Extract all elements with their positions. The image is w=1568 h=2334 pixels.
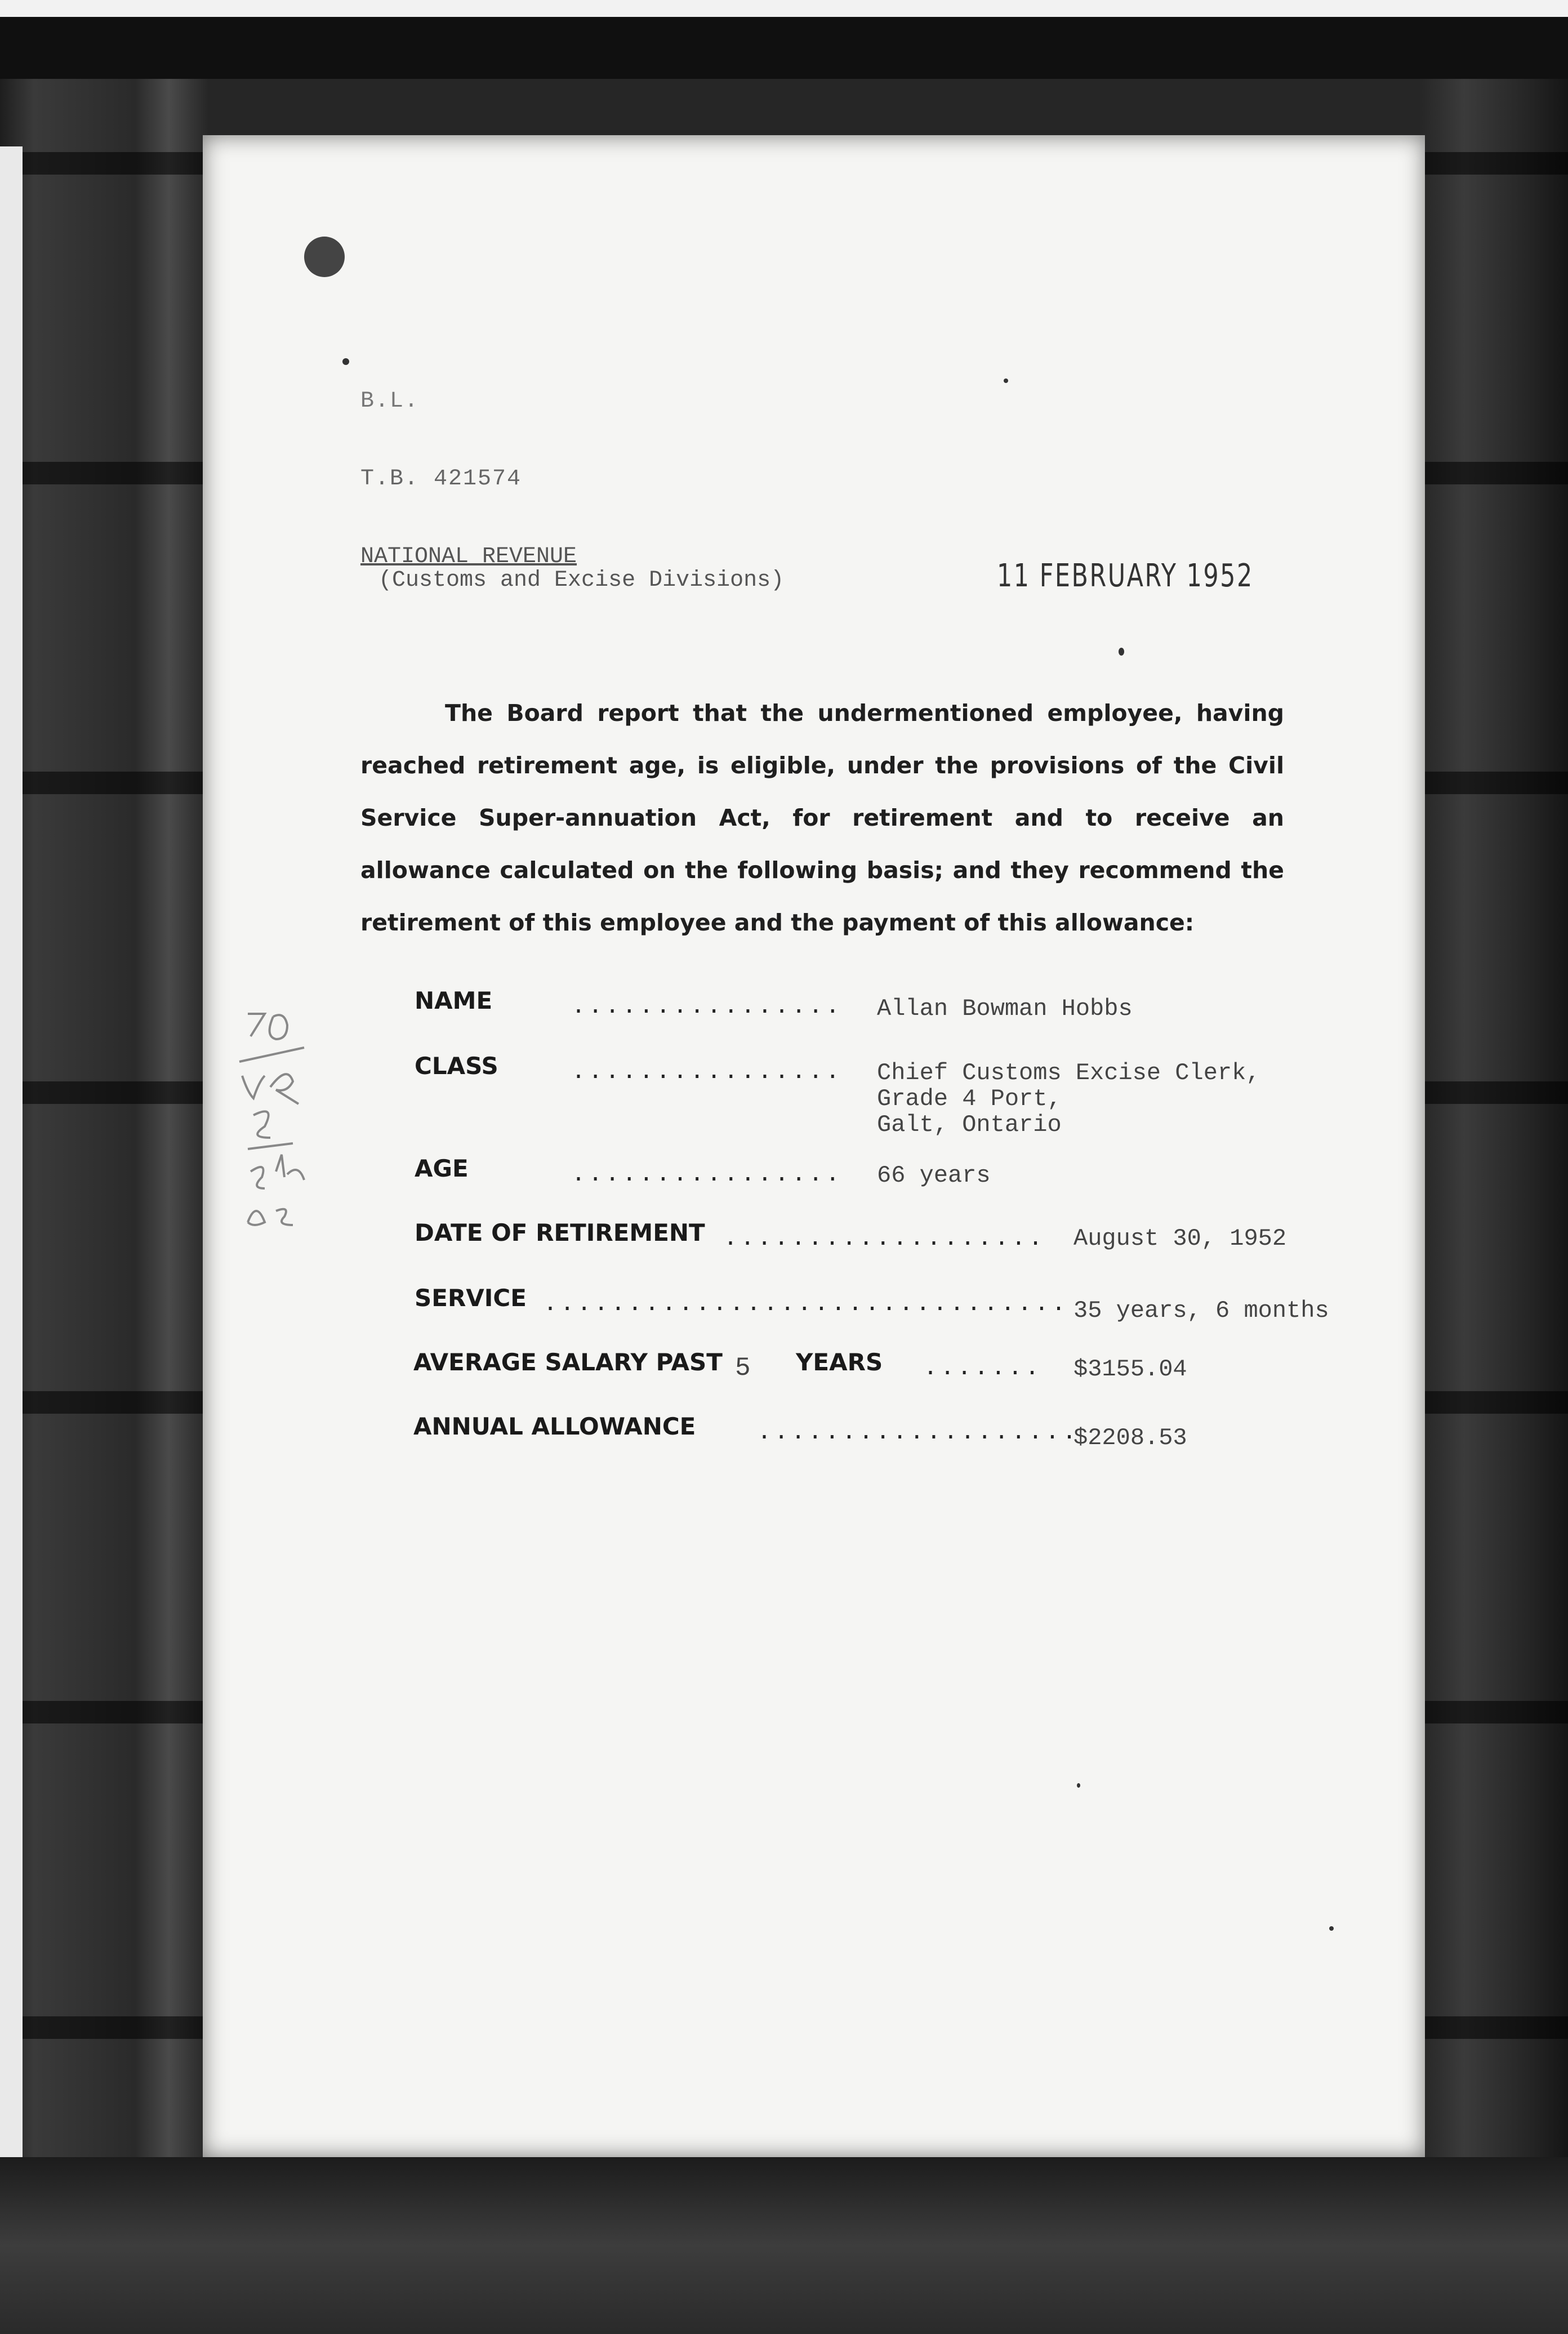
dot-leader: ................ xyxy=(572,1160,843,1186)
annual-allowance-value: $2208.53 xyxy=(1073,1424,1187,1451)
department-subtitle: (Customs and Excise Divisions) xyxy=(378,568,785,593)
dot-leader: ................... xyxy=(758,1418,1080,1444)
dot-leader: ................... xyxy=(724,1224,1046,1250)
department-title: NATIONAL REVENUE xyxy=(360,544,577,569)
reference-tb: T.B. 421574 xyxy=(360,466,522,492)
service-value: 35 years, 6 months xyxy=(1073,1297,1329,1324)
speck xyxy=(1329,1926,1334,1931)
handwritten-margin-notes xyxy=(225,1003,338,1273)
age-value: 66 years xyxy=(877,1162,991,1189)
speck xyxy=(1119,648,1124,656)
salary-years-value: 5 xyxy=(735,1353,751,1383)
retirement-date-value: August 30, 1952 xyxy=(1073,1225,1287,1252)
service-label: SERVICE xyxy=(415,1284,527,1312)
average-salary-label: AVERAGE SALARY PAST xyxy=(413,1348,723,1376)
adjacent-page-edge xyxy=(0,146,23,2174)
speck xyxy=(342,358,349,365)
age-label: AGE xyxy=(415,1155,469,1182)
name-value: Allan Bowman Hobbs xyxy=(877,995,1133,1022)
dot-leader: ....... xyxy=(924,1354,1043,1380)
document-date: 11 FEBRUARY 1952 xyxy=(997,558,1254,594)
punch-hole xyxy=(304,237,345,277)
class-value-line-1: Chief Customs Excise Clerk, xyxy=(877,1059,1260,1086)
film-top-border xyxy=(0,0,1568,17)
speck xyxy=(1077,1783,1080,1788)
speck xyxy=(1004,378,1008,383)
reference-bl: B.L. xyxy=(360,389,420,414)
dot-leader: ................ xyxy=(572,992,843,1018)
years-label: YEARS xyxy=(796,1348,883,1376)
class-label: CLASS xyxy=(415,1052,498,1080)
dot-leader: ................ xyxy=(572,1058,843,1084)
film-bottom-edge xyxy=(0,2157,1568,2334)
class-value-line-3: Galt, Ontario xyxy=(877,1111,1062,1138)
dot-leader: ............................... xyxy=(544,1290,1069,1316)
recommendation-paragraph: The Board report that the undermentioned employee, having reached retirement age, is eligible, under the provisions of the Civil Service Super-annuation Act, for retirement and to receive an allowance calculated on the following basis; and they recommend the retirement of this employee and the payment of this allowance: xyxy=(360,700,1284,936)
class-value-line-2: Grade 4 Port, xyxy=(877,1085,1062,1112)
annual-allowance-label: ANNUAL ALLOWANCE xyxy=(413,1413,696,1440)
name-label: NAME xyxy=(415,987,493,1014)
average-salary-value: $3155.04 xyxy=(1073,1356,1187,1383)
retirement-date-label: DATE OF RETIREMENT xyxy=(415,1219,705,1246)
document-page xyxy=(203,135,1425,2157)
